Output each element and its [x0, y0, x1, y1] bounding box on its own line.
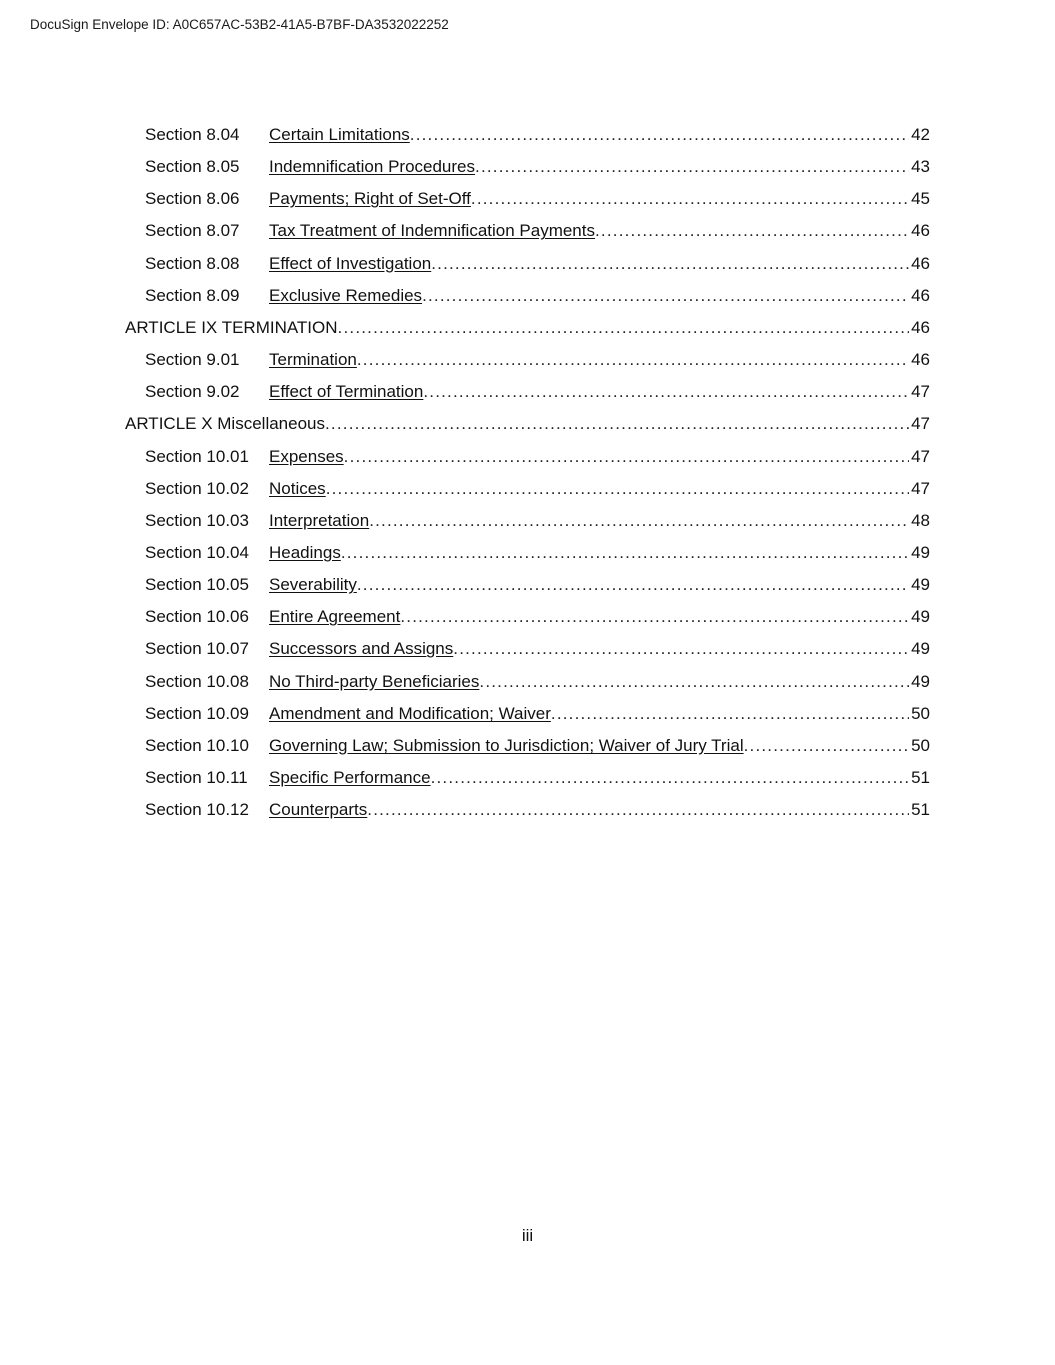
section-number: Section 10.07: [145, 639, 249, 659]
toc-section-row[interactable]: [0, 605, 1055, 629]
section-number: Section 10.12: [145, 800, 249, 820]
toc-section-row[interactable]: [0, 284, 1055, 308]
dot-leader: [422, 284, 909, 308]
toc-section-row[interactable]: [0, 734, 1055, 758]
page-reference: 47: [911, 382, 930, 402]
section-number: Section 8.04: [145, 125, 240, 144]
dot-leader: [595, 219, 909, 243]
dot-leader: [338, 316, 910, 340]
toc-section-row[interactable]: [0, 702, 1055, 726]
toc-entry: [269, 477, 930, 501]
page-reference: 46: [911, 253, 930, 273]
dot-leader: [357, 348, 909, 372]
page-reference: 49: [911, 575, 930, 595]
section-number: Section 10.05: [145, 575, 249, 595]
section-number: Section 8.09: [145, 285, 240, 305]
section-title-link[interactable]: Headings: [269, 542, 341, 562]
page-reference: 46: [911, 317, 930, 337]
section-number: Section 10.11: [145, 768, 248, 787]
page-reference: 46: [911, 350, 930, 370]
toc-entry: [269, 380, 930, 404]
dot-leader: [357, 573, 909, 597]
toc-entry: [269, 637, 930, 661]
section-title-link[interactable]: Notices: [269, 478, 326, 498]
section-title-link[interactable]: Severability: [269, 575, 357, 595]
toc-section-row[interactable]: [0, 380, 1055, 404]
page-number: iii: [521, 1226, 534, 1245]
section-number: Section 8.06: [145, 189, 240, 209]
section-number: Section 10.01: [145, 446, 249, 466]
section-title-link[interactable]: Entire Agreement: [269, 607, 401, 627]
page-reference: 42: [911, 125, 930, 144]
section-title-link[interactable]: Payments; Right of Set-Off: [269, 189, 471, 209]
page-reference: 45: [911, 189, 930, 209]
toc-entry: [269, 348, 930, 372]
toc-section-row[interactable]: [0, 509, 1055, 533]
section-number: Section 8.05: [145, 157, 240, 177]
toc-entry: [269, 541, 930, 565]
page-reference: 46: [911, 221, 930, 241]
section-number: Section 8.07: [145, 221, 240, 241]
article-heading: ARTICLE IX TERMINATION: [125, 317, 338, 337]
dot-leader: [471, 187, 909, 211]
page-reference: 48: [911, 510, 930, 530]
section-title-link[interactable]: Amendment and Modification; Waiver: [269, 703, 551, 723]
page-reference: 51: [911, 768, 930, 787]
toc-section-row[interactable]: [0, 477, 1055, 501]
page-reference: 47: [911, 446, 930, 466]
page-reference: 47: [911, 478, 930, 498]
section-title-link[interactable]: Specific Performance: [269, 768, 431, 787]
page-reference: 51: [911, 800, 930, 820]
section-title-link[interactable]: Tax Treatment of Indemnification Payments: [269, 221, 595, 241]
section-number: Section 9.02: [145, 382, 240, 402]
toc-section-row[interactable]: [0, 252, 1055, 276]
page-reference: 46: [911, 285, 930, 305]
section-title-link[interactable]: Certain Limitations: [269, 125, 410, 144]
page-reference: 49: [911, 639, 930, 659]
toc-entry: [269, 734, 930, 758]
section-number: Section 9.01: [145, 350, 240, 370]
dot-leader: [367, 798, 909, 822]
section-number: Section 10.10: [145, 735, 249, 755]
section-title-link[interactable]: Indemnification Procedures: [269, 157, 476, 177]
toc-section-row[interactable]: [0, 541, 1055, 565]
dot-leader: [475, 155, 909, 179]
section-title-link[interactable]: Successors and Assigns: [269, 639, 454, 659]
section-title-link[interactable]: Effect of Investigation: [269, 253, 432, 273]
section-title-link[interactable]: Exclusive Remedies: [269, 285, 423, 305]
section-number: Section 10.02: [145, 478, 249, 498]
section-title-link[interactable]: Termination: [269, 350, 357, 370]
toc-section-row[interactable]: [0, 798, 1055, 822]
article-heading: ARTICLE X Miscellaneous: [125, 414, 325, 434]
page-reference: 50: [911, 703, 930, 723]
toc-section-row[interactable]: [0, 670, 1055, 694]
toc-entry: [269, 219, 930, 243]
dot-leader: [431, 766, 910, 790]
dot-leader: [479, 670, 909, 694]
toc-section-row[interactable]: [0, 445, 1055, 469]
section-title-link[interactable]: Expenses: [269, 446, 344, 466]
section-number: Section 10.03: [145, 510, 249, 530]
dot-leader: [369, 509, 909, 533]
toc-entry: [269, 509, 930, 533]
dot-leader: [344, 445, 909, 469]
toc-article-row[interactable]: [0, 412, 1055, 436]
section-title-link[interactable]: Governing Law; Submission to Jurisdiction; Waiver of Jury Trial: [269, 735, 744, 755]
toc-entry: [269, 252, 930, 276]
section-number: Section 10.09: [145, 703, 249, 723]
dot-leader: [551, 702, 909, 726]
dot-leader: [423, 380, 909, 404]
toc-entry: [269, 702, 930, 726]
toc-section-row[interactable]: [0, 219, 1055, 243]
toc-section-row[interactable]: [0, 187, 1055, 211]
section-number: Section 10.06: [145, 607, 249, 627]
toc-entry: [269, 798, 930, 822]
section-number: Section 10.08: [145, 671, 249, 691]
toc-entry: [269, 284, 930, 308]
toc-entry: [269, 670, 930, 694]
toc-section-row[interactable]: [0, 573, 1055, 597]
toc-entry: [125, 316, 930, 340]
dot-leader: [744, 734, 909, 758]
toc-entry: [269, 766, 930, 790]
dot-leader: [400, 605, 909, 629]
section-title-link[interactable]: Effect of Termination: [269, 382, 424, 402]
toc-article-row[interactable]: [0, 316, 1055, 340]
section-title-link[interactable]: Interpretation: [269, 510, 370, 530]
toc-section-row[interactable]: [0, 637, 1055, 661]
section-number: Section 10.04: [145, 542, 249, 562]
toc-entry: [269, 445, 930, 469]
page-reference: 49: [911, 542, 930, 562]
envelope-id: DocuSign Envelope ID: A0C657AC-53B2-41A5-B7BF-DA3532022252: [30, 17, 449, 32]
page-reference: 50: [911, 735, 930, 755]
toc-section-row[interactable]: [0, 348, 1055, 372]
toc-entry: [269, 123, 930, 147]
dot-leader: [431, 252, 909, 276]
toc-section-row[interactable]: [0, 155, 1055, 179]
dot-leader: [453, 637, 909, 661]
page-reference: 47: [911, 414, 930, 434]
toc-entry: [269, 155, 930, 179]
section-title-link[interactable]: No Third-party Beneficiaries: [269, 671, 480, 691]
page-reference: 49: [911, 671, 930, 691]
toc-section-row[interactable]: [0, 766, 1055, 790]
dot-leader: [326, 477, 909, 501]
section-number: Section 8.08: [145, 253, 240, 273]
dot-leader: [410, 123, 909, 147]
toc-entry: [269, 187, 930, 211]
toc-entry: [269, 605, 930, 629]
page-reference: 49: [911, 607, 930, 627]
dot-leader: [325, 412, 909, 436]
section-title-link[interactable]: Counterparts: [269, 800, 368, 820]
toc-entry: [125, 412, 930, 436]
page-reference: 43: [911, 157, 930, 177]
toc-entry: [269, 573, 930, 597]
toc-section-row[interactable]: [0, 123, 1055, 147]
dot-leader: [341, 541, 909, 565]
